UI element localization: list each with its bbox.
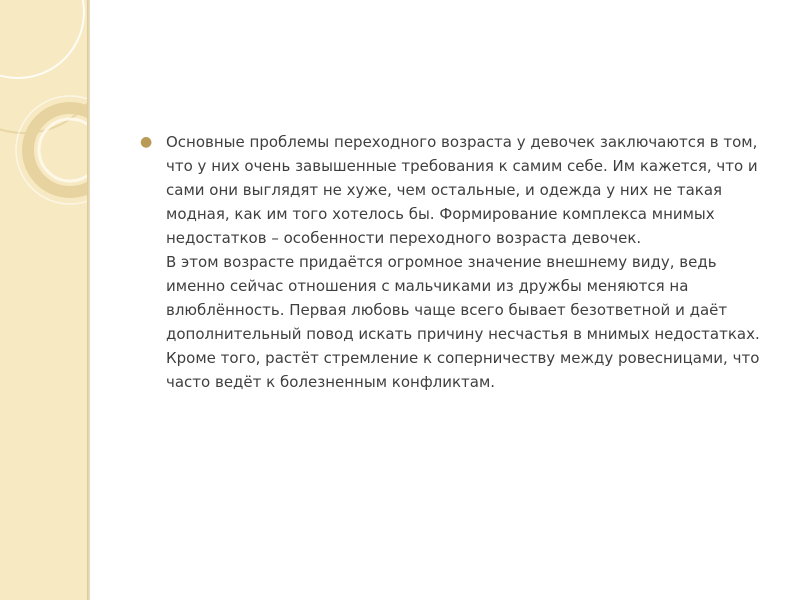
- bullet-item: [140, 130, 780, 394]
- decorative-side-panel: [0, 0, 87, 600]
- panel-divider: [87, 0, 90, 600]
- paragraph-1: Основные проблемы переходного возраста у девочек заключаются в том, что у них очень завышенные требования к самим себе. Им кажется, что и сами они выглядят не хуже, чем остальные, и одежда у них не такая модная, как им того хотелось бы. Формирование комплекса мнимых недостатков – особенности переходного возраста девочек.: [166, 133, 758, 247]
- decorative-circles-icon: [0, 0, 87, 600]
- slide-body: [140, 130, 780, 394]
- bullet-text: [166, 130, 780, 394]
- paragraph-2: В этом возрасте придаётся огромное значение внешнему виду, ведь именно сейчас отношения с мальчиками из дружбы меняются на влюблённость. Первая любовь чаще всего бывает безответной и даёт дополнительный повод искать причину несчастья в мнимых недостатках. Кроме того, растёт стремление к соперничеству между ровесницами, что часто ведёт к болезненным конфликтам.: [166, 253, 760, 391]
- round-bullet-icon: ●: [140, 134, 153, 150]
